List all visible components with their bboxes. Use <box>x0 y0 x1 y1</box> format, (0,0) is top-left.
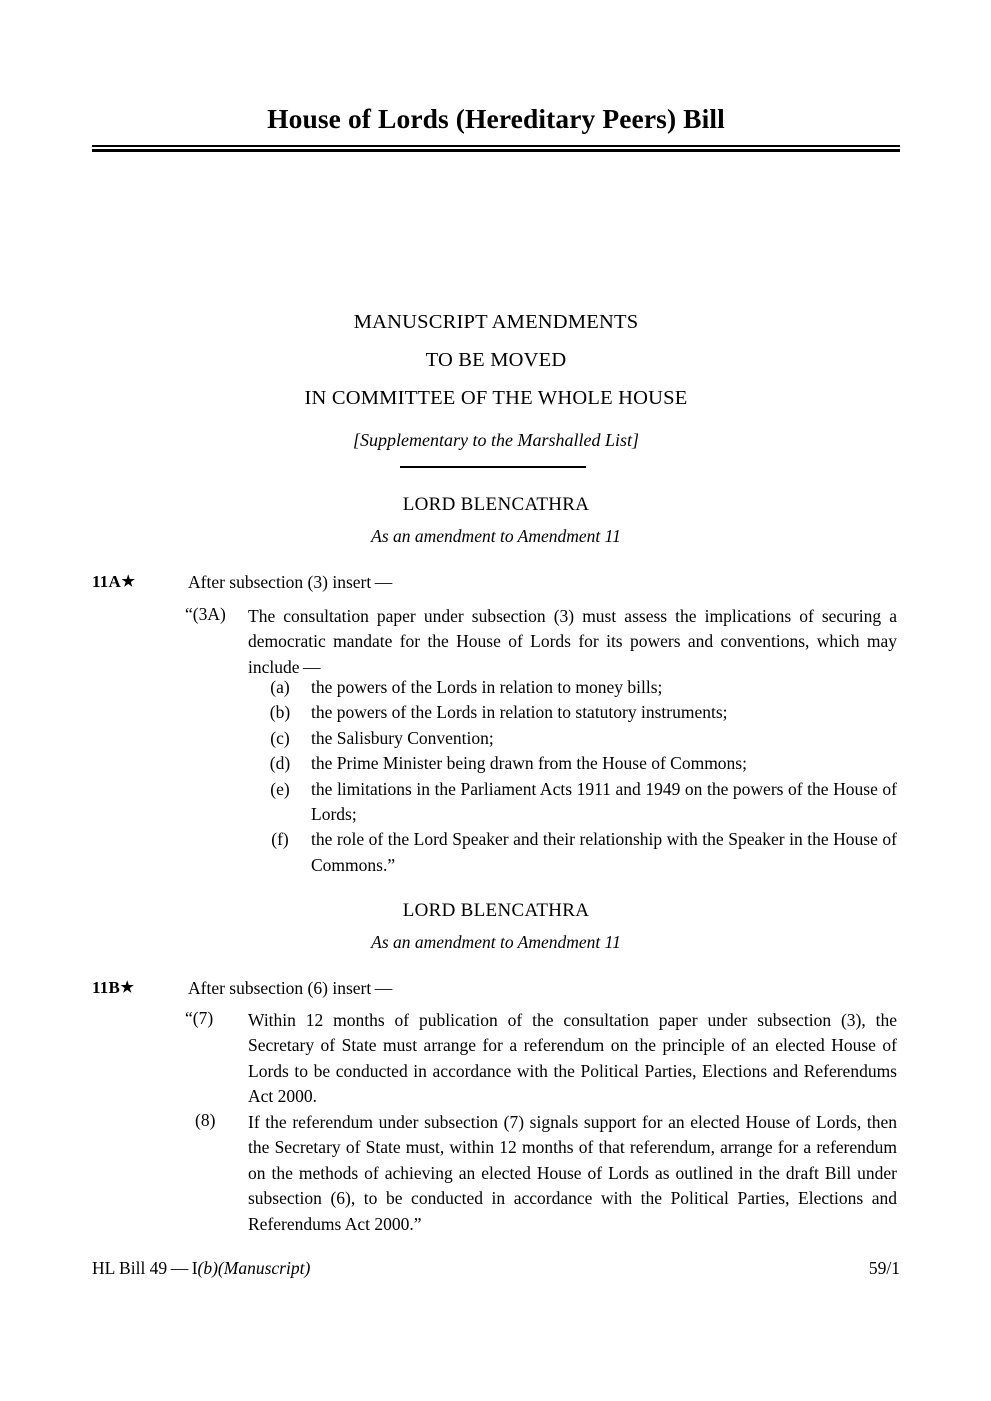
list-item-text-b: the powers of the Lords in relation to statutory instruments; <box>311 702 728 723</box>
page-title: House of Lords (Hereditary Peers) Bill <box>267 103 725 134</box>
list-item-text-e: the limitations in the Parliament Acts 1911 and 1949 on the powers of the House of Lords; <box>311 778 897 825</box>
amendment-11a-sub-items <box>263 675 897 878</box>
sponsor-name-1: LORD BLENCATHRA <box>402 494 590 515</box>
amendment-number-11a <box>92 572 135 592</box>
amendment-number-11a-text: 11A <box>92 572 121 591</box>
title-double-rule <box>92 145 900 152</box>
paragraph-text-8: If the referendum under subsection (7) signals support for an elected House of Lords, then the Secretary of State must, within 12 months of that referendum, arrange for a referendum on the methods of achieving an elected House of Lords as outlined in the draft Bill under subsection (6), to be conducted in accordance with the Political Parties, Elections and Referendums Act 2000.” <box>248 1112 897 1234</box>
heading-block <box>92 303 900 459</box>
amendment-number-11b-text: 11B <box>92 978 121 997</box>
amendment-number-11b <box>92 978 134 998</box>
heading-to-be-moved: TO BE MOVED <box>425 349 567 371</box>
list-item-text-f: the role of the Lord Speaker and their relationship with the Speaker in the House of Commons.” <box>311 829 897 875</box>
title-rule-thin <box>92 145 900 147</box>
list-item <box>263 827 897 878</box>
sponsor-relation-note-1: As an amendment to Amendment 11 <box>371 526 621 546</box>
list-item-letter-c: (c) <box>270 727 290 748</box>
paragraph-marker-3a: “(3A) <box>185 604 226 624</box>
list-item <box>263 751 897 776</box>
list-item-text-c: the Salisbury Convention; <box>311 727 494 748</box>
list-item-letter-e: (e) <box>270 778 290 799</box>
list-item-text-a: the powers of the Lords in relation to money bills; <box>311 677 663 697</box>
list-item <box>263 777 897 828</box>
list-item-letter-d: (d) <box>269 753 291 774</box>
footer-bill-reference-italic: (b)(Manuscript) <box>197 1258 311 1278</box>
paragraph-marker-7: “(7) <box>185 1008 214 1028</box>
sponsor-relation-note-2: As an amendment to Amendment 11 <box>371 932 621 952</box>
heading-supplementary-note: [Supplementary to the Marshalled List] <box>353 430 639 450</box>
amendment-11a-paragraph-3a <box>185 604 897 680</box>
heading-manuscript-amendments: MANUSCRIPT AMENDMENTS <box>353 311 639 333</box>
list-item-letter-f: (f) <box>271 829 289 850</box>
paragraph-marker-8: (8) <box>195 1110 216 1130</box>
amendment-11b-lead-in: After subsection (6) insert — <box>188 978 393 998</box>
sponsor-block-2 <box>92 897 900 956</box>
page-footer <box>92 1257 900 1279</box>
list-item <box>263 700 897 725</box>
amendment-11b-paragraph-7 <box>185 1008 897 1110</box>
footer-bill-reference <box>92 1257 310 1279</box>
list-item-letter-a: (a) <box>270 677 290 697</box>
list-item-text-d: the Prime Minister being drawn from the House of Commons; <box>311 753 747 774</box>
footer-page-number: 59/1 <box>868 1258 900 1278</box>
amendment-11b-paragraph-8 <box>185 1110 897 1237</box>
heading-in-committee: IN COMMITTEE OF THE WHOLE HOUSE <box>304 387 688 409</box>
paragraph-text-7: Within 12 months of publication of the consultation paper under subsection (3), the Secretary of State must arrange for a referendum on the principle of an elected House of Lords to be conducted in accordance with the Political Parties, Elections and Referendums Act 2000. <box>248 1010 897 1107</box>
star-icon: ★ <box>120 980 135 996</box>
list-item <box>263 675 897 700</box>
footer-bill-reference-text: HL Bill 49 — I <box>92 1258 198 1278</box>
section-divider-rule <box>400 466 586 468</box>
sponsor-name-2: LORD BLENCATHRA <box>402 900 590 921</box>
list-item-letter-b: (b) <box>269 702 291 723</box>
sponsor-block-1 <box>92 491 900 550</box>
paragraph-text-3a: The consultation paper under subsection (3) must assess the implications of securing a democratic mandate for the House of Lords for its powers and conventions, which may include — <box>248 606 897 677</box>
title-rule-thick <box>92 149 900 152</box>
amendment-11a-lead-in: After subsection (3) insert — <box>188 572 393 592</box>
star-icon: ★ <box>121 574 136 590</box>
list-item <box>263 726 897 751</box>
